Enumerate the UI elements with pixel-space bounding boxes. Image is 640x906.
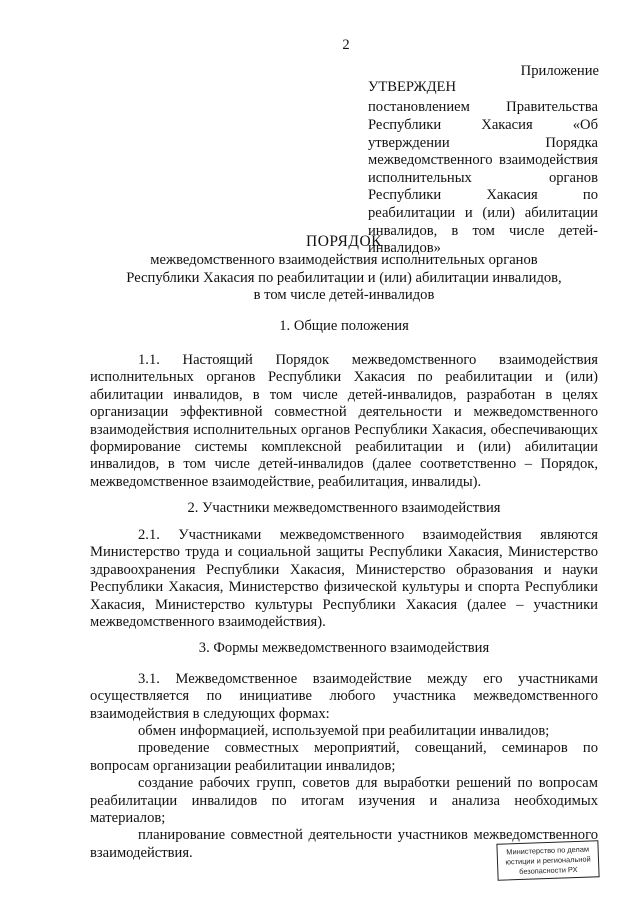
stamp-line-2: юстиции и региональной [505, 854, 591, 867]
forms-list [90, 723, 598, 862]
page-number: 2 [342, 37, 350, 53]
document-title-block [90, 233, 598, 305]
paragraph-3-1: 3.1. Межведомственное взаимодействие между его участниками осуществляется по инициативе любого участника межведомственного взаимодействия в следующих формах: [90, 671, 598, 722]
registration-stamp [496, 840, 599, 881]
paragraph-2-1: 2.1. Участниками межведомственного взаимодействия являются Министерство труда и социальной защиты Республики Хакасия, Министерство здравоохранения Республики Хакасия, Министерство образования и науки Республики Хакасия, Министерство физической культуры и спорта Республики Хакасия, Министерство культуры Республики Хакасия (далее – участники межведомственного взаимодействия). [90, 527, 598, 631]
approval-text: постановлением Правительства Республики Хакасия «Об утверждении Порядка межведомственного взаимодействия исполнительных органов Республики Хакасия по реабилитации и (или) абилитации инвалидов, в том числе детей-инвалидов» [368, 99, 598, 257]
stamp-line-3: безопасности РХ [519, 864, 578, 877]
list-item: обмен информацией, используемой при реабилитации инвалидов; [138, 723, 550, 739]
approval-block [368, 79, 598, 258]
section-2-heading: 2. Участники межведомственного взаимодействия [187, 500, 501, 516]
list-item: планирование совместной деятельности участников межведомственного взаимодействия. [90, 827, 598, 861]
title-line-1: межведомственного взаимодействия исполнительных органов [150, 252, 538, 269]
title-line-2: Республики Хакасия по реабилитации и (или) абилитации инвалидов, [126, 269, 562, 286]
annex-label: Приложение [520, 63, 599, 79]
list-item: проведение совместных мероприятий, совещаний, семинаров по вопросам организации реабилитации инвалидов; [90, 740, 598, 774]
title-line-3: в том числе детей-инвалидов [253, 287, 435, 304]
paragraph-1-1: 1.1. Настоящий Порядок межведомственного взаимодействия исполнительных органов Республики Хакасия по реабилитации и (или) абилитации инвалидов, в том числе детей-инвалидов, разработан в целях организации эффективной совместной деятельности и межведомственного взаимодействия исполнительных органов Республики Хакасия, обеспечивающих формирование системы комплексной реабилитации и (или) абилитации инвалидов, в том числе детей-инвалидов (далее соответственно – Порядок, межведомственное взаимодействие, реабилитация, инвалиды). [90, 352, 598, 490]
document-type: ПОРЯДОК [306, 233, 382, 250]
approved-word: УТВЕРЖДЕН [368, 79, 456, 95]
list-item: создание рабочих групп, советов для выработки решений по вопросам реабилитации инвалидов по итогам изучения и анализа необходимых материалов; [90, 775, 598, 827]
section-3-heading: 3. Формы межведомственного взаимодействия [198, 640, 490, 656]
section-1-heading: 1. Общие положения [279, 318, 409, 334]
stamp-line-1: Министерство по делам [506, 844, 590, 857]
